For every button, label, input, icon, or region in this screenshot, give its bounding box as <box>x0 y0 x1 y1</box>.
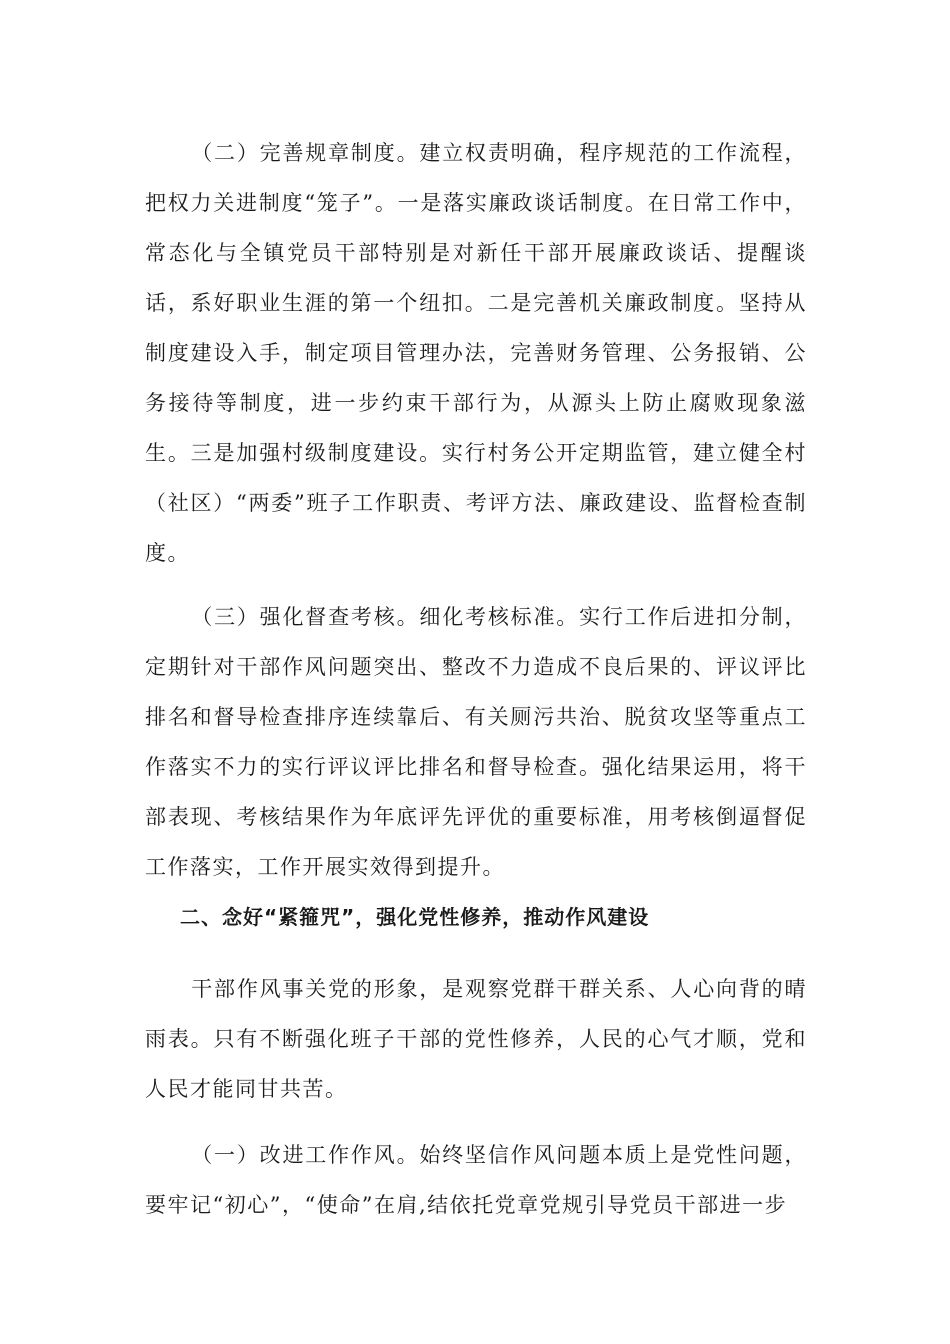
section-heading: 二、念好“紧箍咒”，强化党性修养，推动作风建设 <box>180 905 650 929</box>
paragraph-improve-rules: （二）完善规章制度。建立权责明确，程序规范的工作流程，把权力关进制度“笼子”。一是落实廉政谈话制度。在日常工作中，常态化与全镇党员干部特别是对新任干部开展廉政谈话、提醒谈话，系好职业生涯的第一个纽扣。二是完善机关廉政制度。坚持从制度建设入手，制定项目管理办法，完善财务管理、公务报销、公务接待等制度，进一步约束干部行为，从源头上防止腐败现象滋生。三是加强村级制度建设。实行村务公开定期监管，建立健全村（社区）“两委”班子工作职责、考评方法、廉政建设、监督检查制度。 <box>145 141 807 565</box>
paragraph-strengthen-supervision: （三）强化督查考核。细化考核标准。实行工作后进扣分制，定期针对干部作风问题突出、整改不力造成不良后果的、评议评比排名和督导检查排序连续靠后、有关厕污共治、脱贫攻坚等重点工作落实不力的实行评议评比排名和督导检查。强化结果运用，将干部表现、考核结果作为年底评先评优的重要标准，用考核倒逼督促工作落实，工作开展实效得到提升。 <box>145 605 807 879</box>
document-body <box>145 128 807 1230</box>
paragraph-improve-work-style: （一）改进工作作风。始终坚信作风问题本质上是党性问题，要牢记“初心”，“使命”在肩,结依托党章党规引导党员干部进一步 <box>145 1143 807 1217</box>
paragraph-section-intro: 干部作风事关党的形象，是观察党群干群关系、人心向背的晴雨表。只有不断强化班子干部的党性修养，人民的心气才顺，党和人民才能同甘共苦。 <box>145 977 807 1101</box>
